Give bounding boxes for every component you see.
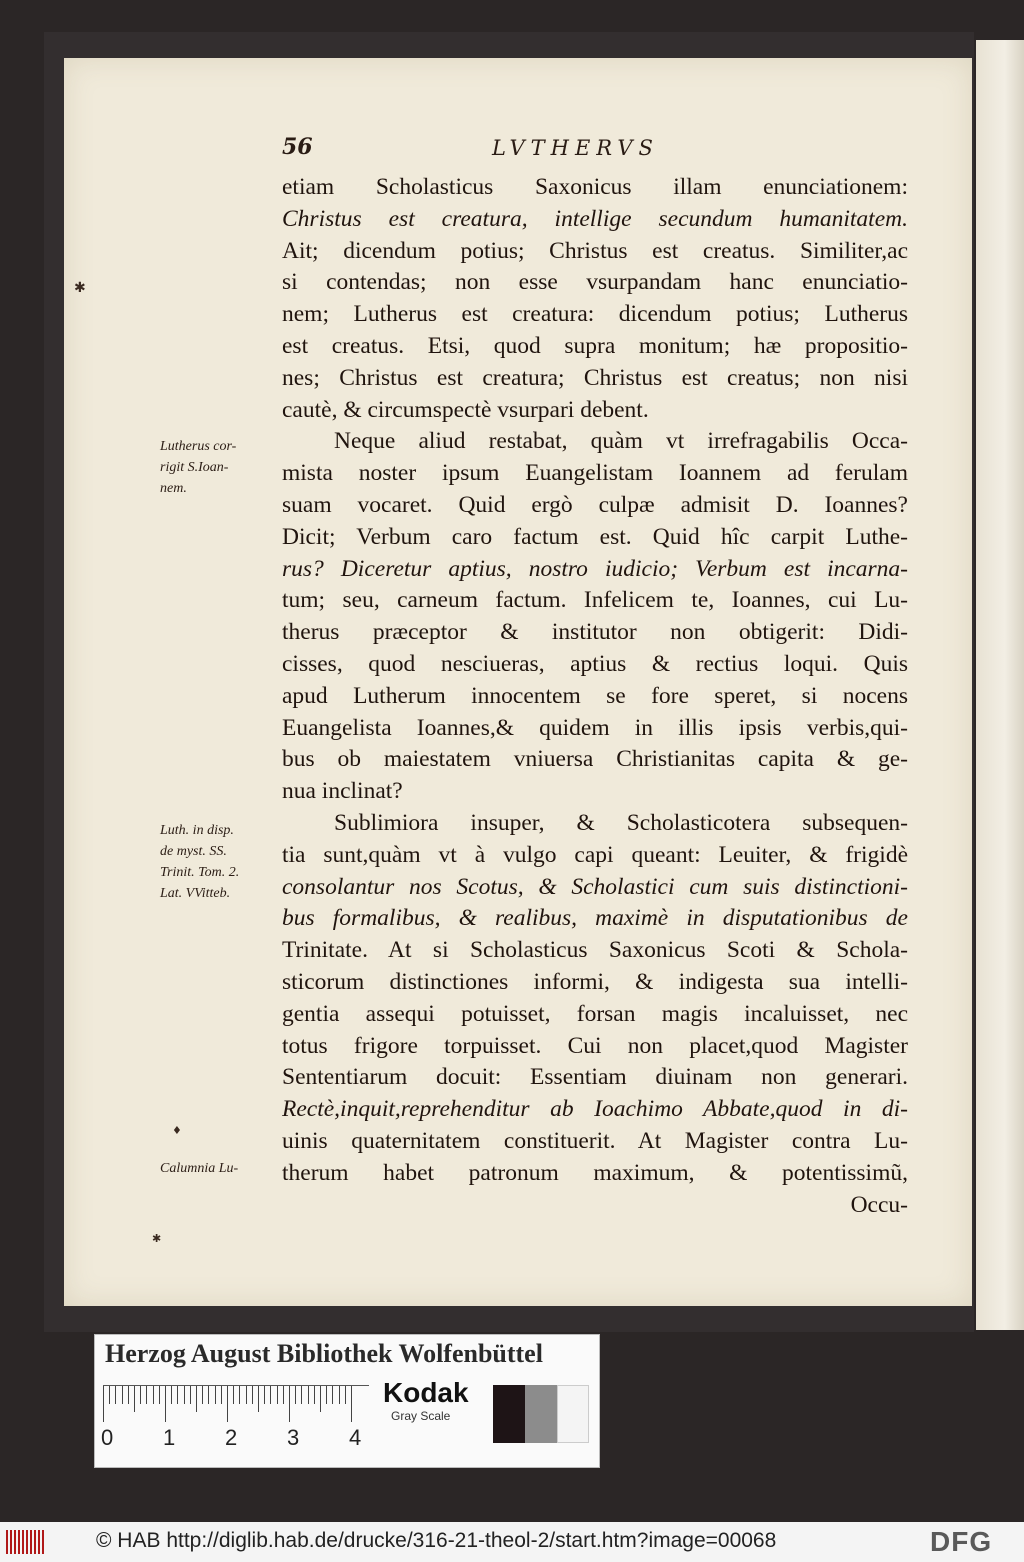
ruler-tick — [314, 1386, 315, 1404]
ruler-tick — [109, 1386, 110, 1404]
text-line: bus ob maiestatem vniuersa Christianitas capita & ge- — [282, 746, 908, 773]
marginal-note-line: Calumnia Lu- — [160, 1161, 239, 1176]
ruler-tick — [153, 1386, 154, 1404]
ruler-tick — [221, 1386, 222, 1404]
marginal-note — [160, 1158, 288, 1179]
ruler-tick — [115, 1386, 116, 1404]
ruler-tick — [208, 1386, 209, 1404]
text-line: apud Lutherum innocentem se fore speret, si nocens — [282, 682, 908, 709]
footer-bar — [0, 1522, 1024, 1562]
gray-patch-dark — [493, 1385, 525, 1443]
ruler-tick — [332, 1386, 333, 1404]
gray-patch-light — [557, 1385, 589, 1443]
text-line: bus formalibus, & realibus, maximè in disputationibus de — [282, 905, 908, 932]
marginal-note-line: Lat. VVitteb. — [160, 886, 231, 901]
text-line: consolantur nos Scotus, & Scholastici cum suis distinctioni- — [282, 873, 908, 900]
ruler-tick — [190, 1386, 191, 1404]
text-line: Trinitate. At si Scholasticus Saxonicus Scoti & Schola- — [282, 937, 908, 964]
ink-mark-icon: ✱ — [74, 280, 86, 296]
text-line: nes; Christus est creatura; Christus est creatus; non nisi — [282, 364, 908, 391]
text-line: sticorum distinctiones informi, & indigesta sua intelli- — [282, 968, 908, 995]
ruler-tick — [134, 1386, 135, 1412]
ruler-tick — [202, 1386, 203, 1404]
marginal-note — [160, 436, 288, 499]
text-line: Ait; dicendum potius; Christus est creatus. Similiter,ac — [282, 237, 908, 264]
ruler-tick — [159, 1386, 160, 1404]
ruler-tick — [252, 1386, 253, 1404]
text-line: Sublimiora insuper, & Scholasticotera subsequen- — [334, 809, 908, 836]
ruler-tick — [103, 1386, 104, 1422]
ruler-tick — [289, 1386, 290, 1422]
text-line: nem; Lutherus est creatura: dicendum potius; Lutherus — [282, 301, 908, 328]
catchword: Occu- — [850, 1191, 908, 1218]
ruler-number: 1 — [163, 1425, 176, 1450]
gray-scale-label: Gray Scale — [391, 1409, 451, 1423]
text-line: Christus est creatura, intellige secundum humanitatem. — [282, 205, 908, 232]
ruler-number: 0 — [101, 1425, 114, 1450]
page-header — [282, 134, 702, 164]
ruler-tick — [177, 1386, 178, 1404]
ruler-number: 3 — [287, 1425, 300, 1450]
ruler-tick — [270, 1386, 271, 1404]
text-line: gentia assequi potuisset, forsan magis incaluisset, nec — [282, 1000, 908, 1027]
text-line: Sententiarum docuit: Essentiam diuinam non generari. — [282, 1064, 908, 1091]
ruler-number: 2 — [225, 1425, 238, 1450]
marginal-note-line: Trinit. Tom. 2. — [160, 865, 240, 880]
page-body-text — [282, 172, 908, 1221]
ruler-tick — [171, 1386, 172, 1404]
text-line: si contendas; non esse vsurpandam hanc enunciatio- — [282, 269, 908, 296]
ink-mark-icon: ♦ — [172, 1124, 182, 1137]
ruler-tick — [283, 1386, 284, 1404]
marginal-note-line: Lutherus cor- — [160, 439, 237, 454]
text-line: totus frigore torpuisset. Cui non placet,quod Magister — [282, 1032, 908, 1059]
ruler-tick — [233, 1386, 234, 1404]
ruler-tick — [301, 1386, 302, 1404]
marginal-note-line: nem. — [160, 481, 187, 496]
text-line: tia sunt,quàm vt à vulgo capi queant: Leuiter, & frigidè — [282, 841, 908, 868]
ruler-tick — [227, 1386, 228, 1422]
marginal-note-line: Luth. in disp. — [160, 823, 234, 838]
ruler-tick — [146, 1386, 147, 1404]
adjacent-page-edge — [976, 40, 1024, 1330]
marginal-note-line: de myst. SS. — [160, 844, 227, 859]
ruler-tick — [246, 1386, 247, 1404]
ruler — [103, 1385, 369, 1428]
text-line: tum; seu, carneum factum. Infelicem te, Ioannes, cui Lu- — [282, 587, 908, 614]
text-line: therum habet patronum maximum, & potentissimũ, — [282, 1159, 908, 1186]
ruler-tick — [339, 1386, 340, 1404]
text-line: Euangelista Ioannes,& quidem in illis ipsis verbis,qui- — [282, 714, 908, 741]
ruler-tick — [258, 1386, 259, 1412]
ruler-tick — [184, 1386, 185, 1404]
running-head: LVTHERVS — [492, 136, 659, 160]
ruler-tick — [295, 1386, 296, 1404]
ruler-tick — [277, 1386, 278, 1404]
ruler-tick — [140, 1386, 141, 1404]
ruler-tick — [264, 1386, 265, 1404]
text-line: uinis quaternitatem constituerit. At Magister contra Lu- — [282, 1127, 908, 1154]
ruler-number: 4 — [349, 1425, 362, 1450]
ruler-tick — [345, 1386, 346, 1404]
text-line: Dicit; Verbum caro factum est. Quid hîc carpit Luthe- — [282, 523, 908, 550]
text-line: rus? Diceretur aptius, nostro iudicio; Verbum est incarna- — [282, 555, 908, 582]
page-number: 56 — [282, 134, 313, 160]
text-line: cautè, & circumspectè vsurpari debent. — [282, 396, 649, 423]
library-name: Herzog August Bibliothek Wolfenbüttel — [105, 1339, 543, 1368]
dfg-logo: DFG — [930, 1526, 993, 1557]
text-line: est creatus. Etsi, quod supra monitum; hæ propositio- — [282, 332, 908, 359]
ruler-tick — [308, 1386, 309, 1404]
color-reference-card — [94, 1334, 600, 1468]
text-line: cisses, quod nesciueras, aptius & rectius loqui. Quis — [282, 650, 908, 677]
ruler-tick — [215, 1386, 216, 1404]
text-line: mista noster ipsum Euangelistam Ioannem ad ferulam — [282, 460, 908, 487]
ruler-tick — [165, 1386, 166, 1422]
text-line: nua inclinat? — [282, 778, 403, 805]
kodak-logo: Kodak — [383, 1377, 469, 1408]
ruler-tick — [351, 1386, 352, 1422]
text-line: therus præceptor & institutor non obtigerit: Didi- — [282, 619, 908, 646]
barcode-icon — [6, 1530, 46, 1554]
ink-mark-icon: ✱ — [152, 1232, 162, 1245]
ruler-tick — [122, 1386, 123, 1404]
ruler-tick — [196, 1386, 197, 1412]
gray-patch-mid — [525, 1385, 557, 1443]
text-line: Rectè,inquit,reprehenditur ab Ioachimo Abbate,quod in di- — [282, 1096, 908, 1123]
ruler-tick — [326, 1386, 327, 1404]
ruler-tick — [239, 1386, 240, 1404]
ruler-tick — [320, 1386, 321, 1412]
marginal-note-line: rigit S.Ioan- — [160, 460, 229, 475]
text-line: etiam Scholasticus Saxonicus illam enunciationem: — [282, 174, 908, 200]
copyright-url[interactable]: © HAB http://diglib.hab.de/drucke/316-21-theol-2/start.htm?image=00068 — [96, 1529, 777, 1552]
text-line: Neque aliud restabat, quàm vt irrefragabilis Occa- — [334, 428, 908, 455]
ruler-tick — [128, 1386, 129, 1404]
marginal-note — [160, 820, 288, 904]
text-line: suam vocaret. Quid ergò culpæ admisit D. Ioannes? — [282, 491, 908, 518]
